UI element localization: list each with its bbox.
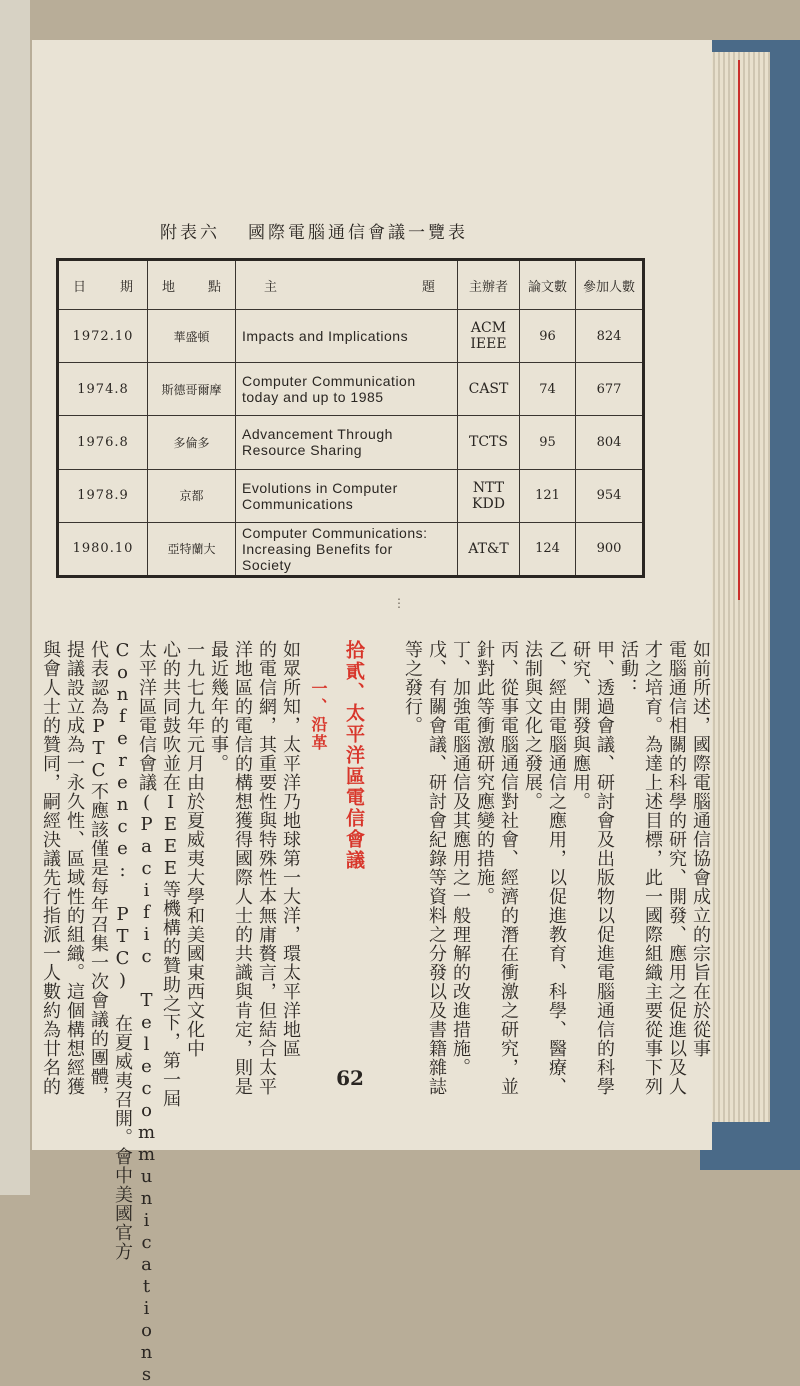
cell-attendees: 824 (576, 310, 644, 363)
text-line: 電腦通信相關的科學的研究、開發、應用之促進以及人 (666, 640, 687, 1096)
text-line: 心的共同鼓吹並在IEEE等機構的贊助之下，第一屆 (160, 640, 181, 1108)
text-line: 丙、從事電腦通信對社會、經濟的潛在衝激之研究，並 (498, 640, 519, 1096)
text-line: 甲、透過會議、研討會及出版物以促進電腦通信的科學 (594, 640, 615, 1096)
table-row (58, 310, 644, 363)
text-line: 法制與文化之發展。 (522, 640, 543, 811)
cell-attendees: 677 (576, 363, 644, 416)
cell-topic: Computer Communication today and up to 1985 (236, 363, 458, 416)
separator-mark: ⋮ (393, 596, 405, 610)
table-title-prefix: 附表六 (160, 223, 220, 243)
text-line: 如眾所知，太平洋乃地球第一大洋，環太平洋地區 (280, 640, 301, 1058)
table-title (160, 218, 480, 248)
cell-date: 1978.9 (58, 469, 148, 522)
cell-organizer: ACM IEEE (458, 310, 520, 363)
cell-papers: 124 (520, 522, 576, 576)
text-line: 如前所述，國際電腦通信協會成立的宗旨在於從事 (690, 640, 711, 1058)
text-line: 乙、經由電腦通信之應用，以促進教育、科學、醫療、 (546, 640, 567, 1096)
table-row (58, 416, 644, 469)
page-number: 62 (336, 1066, 364, 1090)
text-line: 提議設立成為一永久性、區域性的組織。這個構想經獲 (64, 640, 85, 1096)
text-line: 等之發行。 (402, 640, 423, 735)
text-line: 戊、有關會議、研討會紀錄等資料之分發以及書籍雜誌 (426, 640, 447, 1096)
text-line: 針對此等衝激研究應變的措施。 (474, 640, 495, 906)
cell-papers: 121 (520, 469, 576, 522)
text-line: 活動： (618, 640, 639, 697)
bookmark-ribbon (738, 60, 740, 600)
text-line: 研究、開發與應用。 (570, 640, 591, 811)
text-line: 洋地區的電信的構想獲得國際人士的共識與肯定，則是 (232, 640, 253, 1096)
header-date: 日 期 (58, 260, 148, 310)
cell-papers: 74 (520, 363, 576, 416)
cell-place: 華盛頓 (148, 310, 236, 363)
cell-date: 1980.10 (58, 522, 148, 576)
header-papers: 論文數 (520, 260, 576, 310)
table-row (58, 522, 644, 576)
cell-topic: Computer Communications: Increasing Benefits for Society (236, 522, 458, 576)
table-title-text: 國際電腦通信會議一覽表 (248, 223, 468, 243)
cell-attendees: 900 (576, 522, 644, 576)
cell-topic: Advancement Through Resource Sharing (236, 416, 458, 469)
cell-date: 1974.8 (58, 363, 148, 416)
cell-date: 1976.8 (58, 416, 148, 469)
text-line: 的電信網，其重要性與特殊性本無庸贅言，但結合太平 (256, 640, 277, 1096)
header-organizer: 主辦者 (458, 260, 520, 310)
text-line: 才之培育。為達上述目標，此一國際組織主要從事下列 (642, 640, 663, 1096)
cell-organizer: CAST (458, 363, 520, 416)
cell-organizer: AT&T (458, 522, 520, 576)
header-topic: 主 題 (236, 260, 458, 310)
table-row (58, 469, 644, 522)
book-left-cover (0, 0, 30, 1195)
cell-date: 1972.10 (58, 310, 148, 363)
text-line: 最近幾年的事。 (208, 640, 229, 773)
text-line: 丁、加強電腦通信及其應用之一般理解的改進措施。 (450, 640, 471, 1077)
cell-papers: 96 (520, 310, 576, 363)
text-line: 一九七九年元月由於夏威夷大學和美國東西文化中 (184, 640, 205, 1058)
conference-table (56, 258, 645, 578)
header-attendees: 參加人數 (576, 260, 644, 310)
cell-topic: Impacts and Implications (236, 310, 458, 363)
cell-papers: 95 (520, 416, 576, 469)
table-header-row (58, 260, 644, 310)
header-place: 地 點 (148, 260, 236, 310)
cell-place: 斯德哥爾摩 (148, 363, 236, 416)
table-row (58, 363, 644, 416)
body-text-right (402, 640, 712, 1096)
cell-place: 亞特蘭大 (148, 522, 236, 576)
text-line: 太平洋區電信會議(Pacific Telecommunications (136, 640, 157, 1386)
subsection-heading: 一、沿革 (309, 680, 328, 752)
cell-organizer: NTT KDD (458, 469, 520, 522)
cell-place: 京都 (148, 469, 236, 522)
cell-topic: Evolutions in Computer Communications (236, 469, 458, 522)
body-text-left (40, 640, 302, 1386)
cell-attendees: 954 (576, 469, 644, 522)
cell-organizer: TCTS (458, 416, 520, 469)
text-line: 與會人士的贊同，嗣經決議先行指派一人數約為廿名的 (40, 640, 61, 1096)
cell-attendees: 804 (576, 416, 644, 469)
section-heading: 拾貳、太平洋區電信會議 (343, 640, 365, 871)
cell-place: 多倫多 (148, 416, 236, 469)
text-line: Conference: PTC) 在夏威夷召開。會中美國官方 (112, 640, 133, 1261)
text-line: 代表認為PTC不應該僅是每年召集一次會議的團體， (88, 640, 109, 1105)
